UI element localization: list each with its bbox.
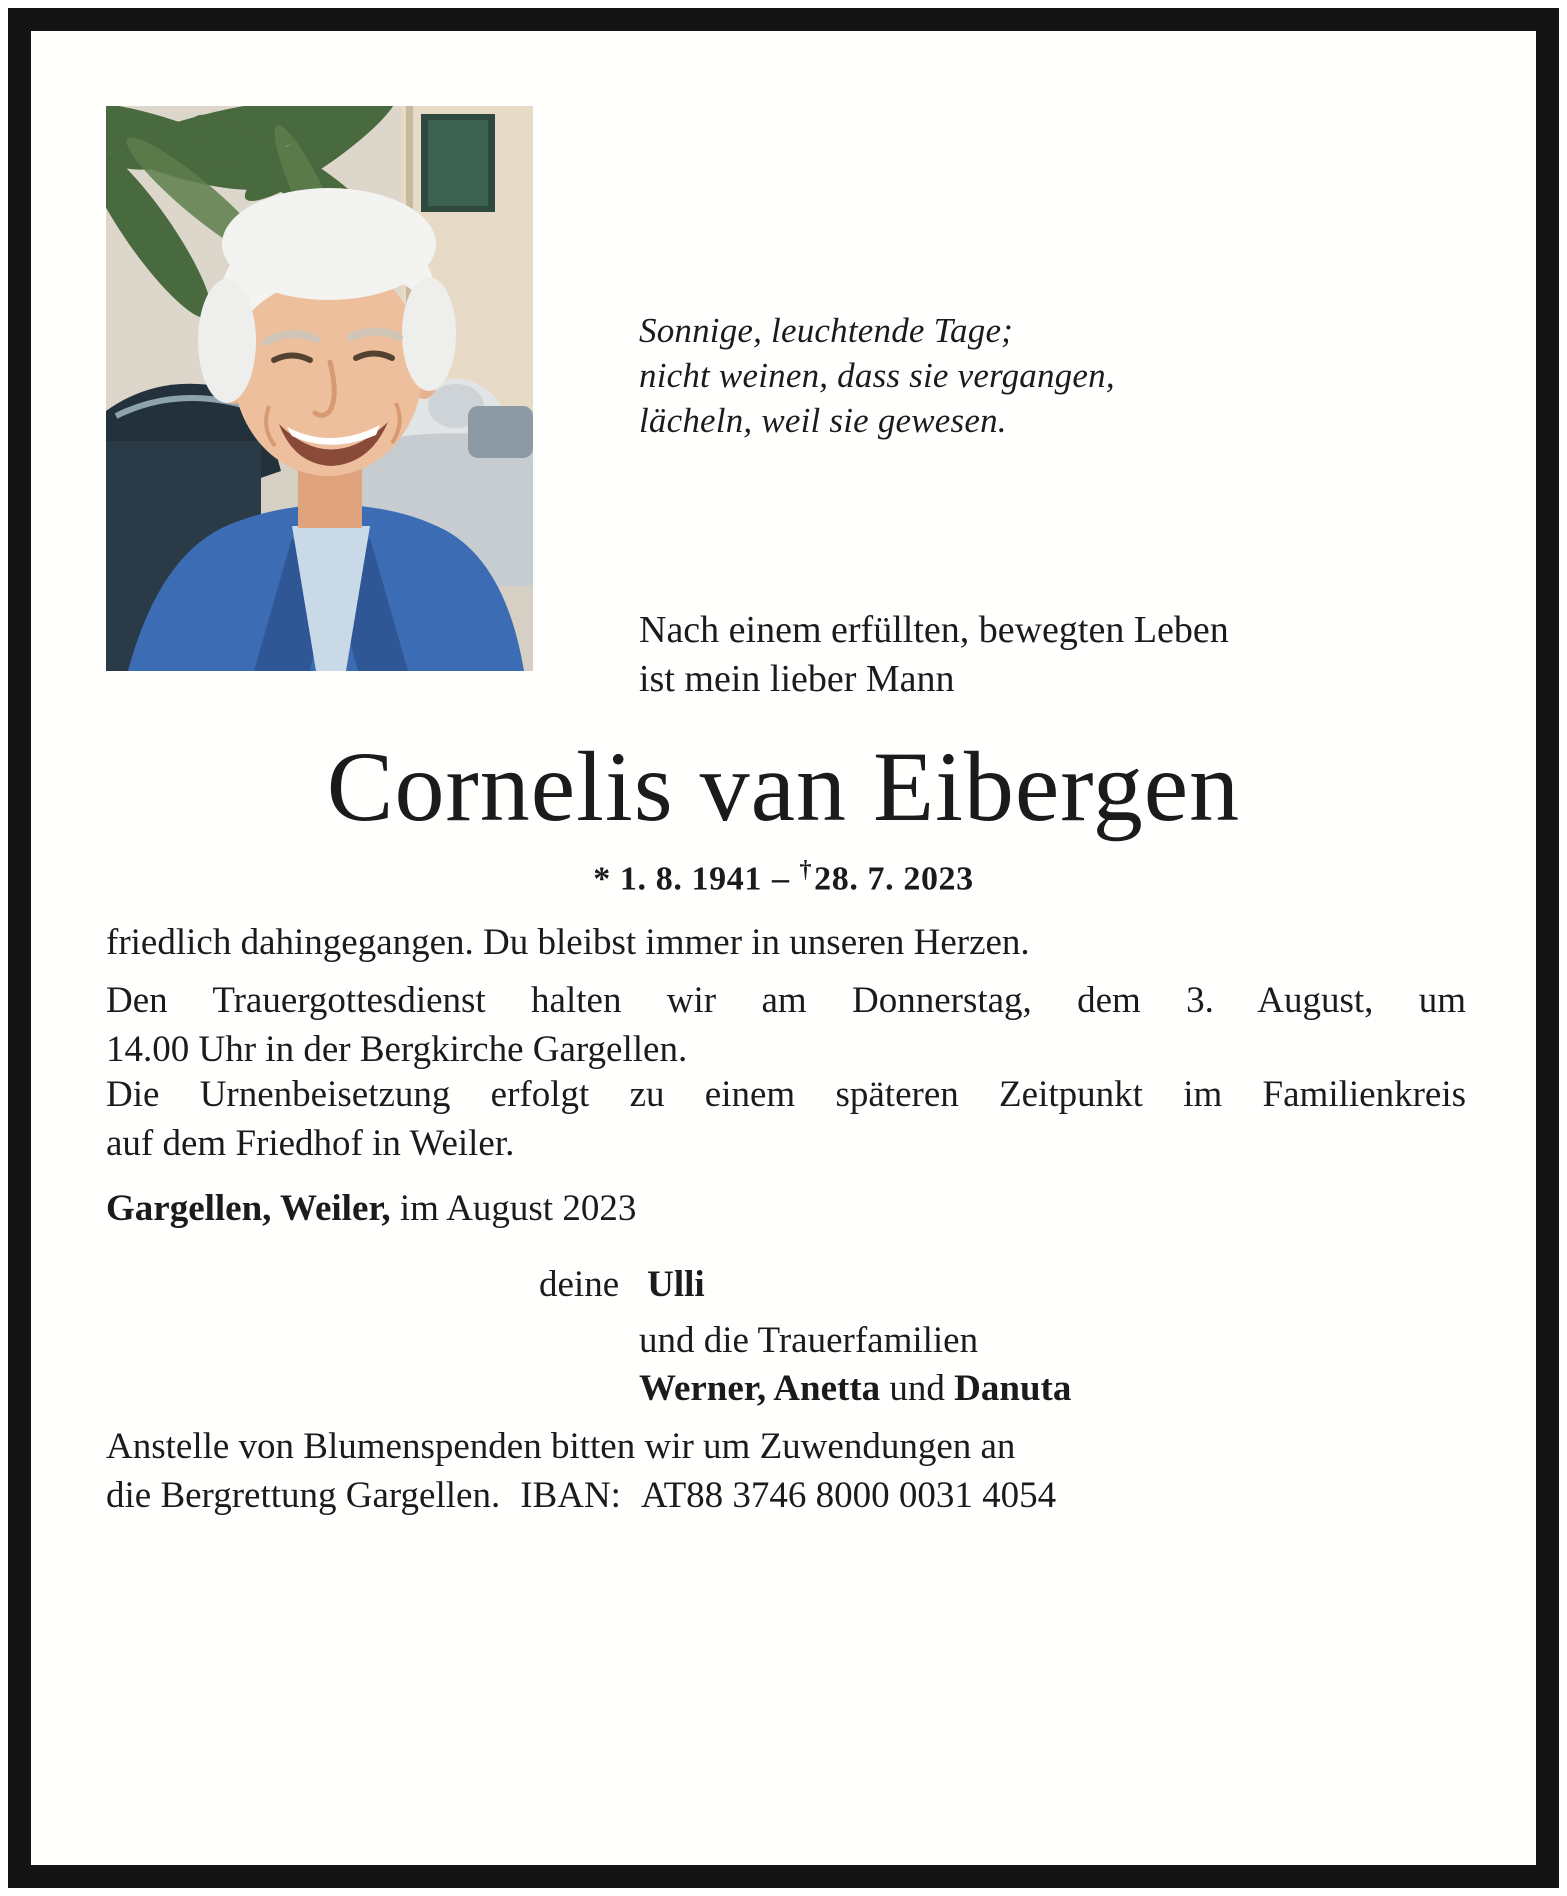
intro-text bbox=[639, 606, 1229, 705]
donation-recipient: die Bergrettung Gargellen. bbox=[106, 1474, 501, 1516]
portrait-photo bbox=[106, 106, 533, 671]
signature-wife bbox=[539, 1263, 705, 1306]
families-names-bold-2: Danuta bbox=[954, 1368, 1072, 1410]
paragraph-burial-line-1: Die Urnenbeisetzung erfolgt zu einem späteren Zeitpunkt im Familienkreis bbox=[106, 1074, 1466, 1115]
quote-line-2: nicht weinen, dass sie vergangen, bbox=[639, 355, 1115, 395]
deceased-name: Cornelis van Eibergen bbox=[326, 731, 1241, 842]
paragraph-passed-away bbox=[106, 919, 1466, 968]
birth-date: * 1. 8. 1941 bbox=[593, 860, 762, 898]
paragraph-burial-line-2: auf dem Friedhof in Weiler. bbox=[106, 1122, 515, 1164]
signature-deine: deine bbox=[539, 1264, 620, 1305]
paragraph-service bbox=[106, 977, 1466, 1075]
dateline-places: Gargellen, Weiler, bbox=[106, 1188, 391, 1229]
families-intro: und die Trauerfamilien bbox=[639, 1320, 979, 1361]
families-names-und: und bbox=[880, 1368, 955, 1410]
iban-value: AT88 3746 8000 0031 4054 bbox=[640, 1474, 1057, 1516]
paragraph-passed-away-line: friedlich dahingegangen. Du bleibst immer in unseren Herzen. bbox=[106, 922, 1030, 963]
dagger-icon: † bbox=[799, 857, 813, 883]
obituary-card bbox=[31, 31, 1536, 1865]
donation-line-1: Anstelle von Blumenspenden bitten wir um Zuwendungen an bbox=[106, 1426, 1016, 1467]
families-names-bold-1: Werner, Anetta bbox=[639, 1368, 881, 1410]
families-names bbox=[639, 1365, 1071, 1413]
black-frame bbox=[8, 8, 1559, 1888]
intro-line-2: ist mein lieber Mann bbox=[639, 658, 955, 701]
donation-note bbox=[106, 1423, 1466, 1521]
signature-wife-name: Ulli bbox=[647, 1264, 705, 1305]
intro-line-1: Nach einem erfüllten, bewegten Leben bbox=[639, 609, 1229, 651]
portrait-photo-illustration bbox=[106, 106, 533, 671]
memorial-quote bbox=[639, 309, 1115, 443]
dates-dash: – bbox=[771, 860, 790, 898]
paragraph-burial bbox=[106, 1071, 1466, 1169]
paragraph-service-line-2: 14.00 Uhr in der Bergkirche Gargellen. bbox=[106, 1028, 688, 1070]
death-date: 28. 7. 2023 bbox=[814, 860, 974, 898]
life-dates bbox=[31, 857, 1536, 898]
dateline bbox=[106, 1185, 1466, 1234]
mourning-families bbox=[639, 1317, 1071, 1413]
paragraph-service-line-1: Den Trauergottesdienst halten wir am Donnerstag, dem 3. August, um bbox=[106, 980, 1466, 1021]
quote-line-3: lächeln, weil sie gewesen. bbox=[639, 400, 1007, 440]
donation-line-2 bbox=[106, 1472, 1466, 1521]
iban-label: IBAN: bbox=[520, 1474, 621, 1516]
dateline-date: im August 2023 bbox=[390, 1188, 637, 1229]
quote-line-1: Sonnige, leuchtende Tage; bbox=[639, 311, 1014, 350]
